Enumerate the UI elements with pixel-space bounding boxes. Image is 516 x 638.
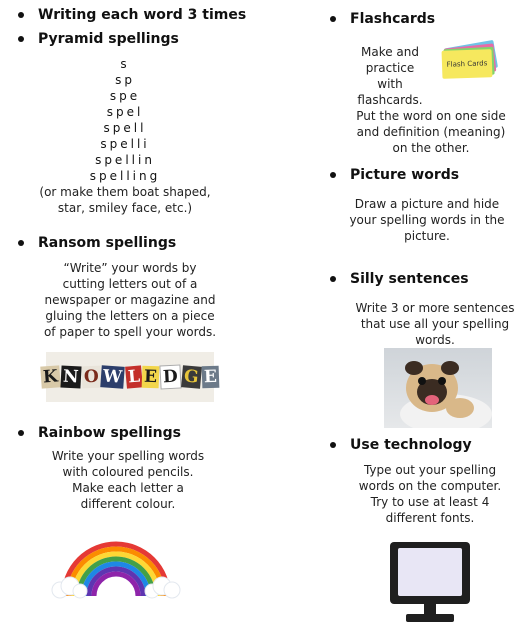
pyramid-spelling (40, 56, 210, 184)
flashcards-description-b (350, 108, 512, 156)
pyramid-line: spelling (89, 169, 161, 183)
flashcards-line: Put the word on one side (356, 109, 506, 123)
pyramid-line: s (120, 57, 130, 71)
ransom-letter: E (142, 366, 160, 389)
ransom-description (32, 260, 228, 340)
bullet-writing (38, 6, 246, 24)
picture-description (344, 196, 510, 244)
rainbow-line: Make each letter a (72, 481, 184, 495)
ransom-letters-image (42, 352, 218, 402)
pug-illustration (384, 348, 492, 428)
pyramid-note-line: star, smiley face, etc.) (57, 201, 193, 215)
ransom-letter: D (160, 364, 182, 389)
bullet-dot-icon (330, 442, 336, 448)
pyramid-note (30, 184, 220, 216)
picture-line: Draw a picture and hide (354, 197, 500, 211)
bullet-dot-icon (330, 172, 336, 178)
technology-line: different fonts. (385, 511, 475, 525)
pyramid-line: sp (115, 73, 135, 87)
picture-title: Picture words (350, 167, 460, 183)
ransom-line: gluing the letters on a piece (45, 309, 215, 323)
ransom-letter: E (201, 366, 219, 389)
technology-line: Type out your spelling (363, 463, 497, 477)
flashcards-line: and definition (meaning) (356, 125, 506, 139)
technology-description (352, 462, 508, 526)
bullet-dot-icon (330, 16, 336, 22)
ransom-letter: K (41, 365, 61, 388)
bullet-flashcards (350, 10, 435, 28)
ransom-letter: N (61, 366, 82, 389)
rainbow-line: different colour. (80, 497, 176, 511)
pyramid-title: Pyramid spellings (38, 31, 179, 47)
pyramid-line: spelli (100, 137, 150, 151)
technology-title: Use technology (350, 437, 472, 453)
silly-description (352, 300, 516, 348)
bullet-dot-icon (18, 430, 24, 436)
flashcards-line: practice (365, 61, 415, 75)
pyramid-note-line: (or make them boat shaped, (39, 185, 211, 199)
ransom-line: “Write” your words by (63, 261, 197, 275)
flashcards-title: Flashcards (350, 11, 436, 27)
silly-line: that use all your spelling (360, 317, 510, 331)
pyramid-line: spel (106, 105, 144, 119)
ransom-line: newspaper or magazine and (44, 293, 216, 307)
ransom-line: of paper to spell your words. (43, 325, 217, 339)
rainbow-image (50, 528, 182, 600)
bullet-dot-icon (330, 276, 336, 282)
bullet-picture (350, 166, 459, 184)
bullet-ransom (38, 234, 176, 252)
silly-line: Write 3 or more sentences (355, 301, 515, 315)
bullet-dot-icon (18, 36, 24, 42)
writing-title: Writing each word 3 times (38, 7, 247, 23)
flashcards-line: with (377, 77, 403, 91)
flashcards-line: on the other. (392, 141, 470, 155)
bullet-rainbow (38, 424, 181, 442)
technology-line: words on the computer. (358, 479, 502, 493)
pug-photo (384, 348, 492, 428)
bullet-technology (350, 436, 472, 454)
flashcards-line: Make and (360, 45, 419, 59)
ransom-title: Ransom spellings (38, 235, 177, 251)
ransom-letter: W (101, 365, 126, 389)
computer-monitor-icon (388, 540, 472, 626)
technology-line: Try to use at least 4 (370, 495, 490, 509)
silly-line: words. (415, 333, 455, 347)
bullet-dot-icon (18, 12, 24, 18)
ransom-letter: O (81, 366, 101, 389)
pyramid-line: spellin (95, 153, 155, 167)
flashcard-front: Flash Cards (442, 49, 493, 79)
rainbow-line: with coloured pencils. (62, 465, 194, 479)
rainbow-description (28, 448, 228, 512)
silly-title: Silly sentences (350, 271, 469, 287)
ransom-letter: G (181, 365, 201, 389)
bullet-pyramid (38, 30, 179, 48)
flashcards-image (442, 40, 498, 78)
ransom-letter: L (125, 365, 143, 388)
ransom-line: cutting letters out of a (62, 277, 198, 291)
picture-line: your spelling words in the (349, 213, 505, 227)
rainbow-title: Rainbow spellings (38, 425, 182, 441)
bullet-silly (350, 270, 469, 288)
flashcards-line: flashcards. (357, 93, 423, 107)
picture-line: picture. (404, 229, 450, 243)
rainbow-line: Write your spelling words (51, 449, 205, 463)
pyramid-line: spe (109, 89, 141, 103)
bullet-dot-icon (18, 240, 24, 246)
pyramid-line: spell (103, 121, 147, 135)
flashcards-description-a (350, 44, 430, 108)
